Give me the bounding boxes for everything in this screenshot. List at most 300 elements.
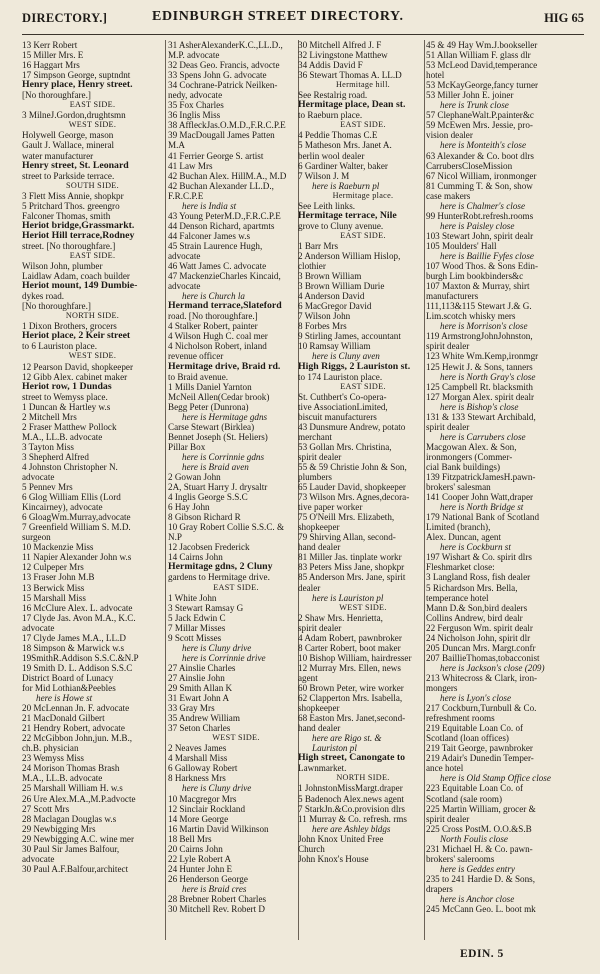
entry-line: 7 Greenfield William S. M.D. (22, 522, 131, 533)
entry-line: 107 Maxton & Murray, shirt (426, 281, 530, 292)
entry-line: 123 White Wm.Kemp,ironmgr (426, 351, 539, 362)
entry-line: 4 Adam Robert, pawnbroker (298, 632, 402, 643)
entry-line: 7 Millar Misses (168, 622, 226, 633)
entry-line: 223 Equitable Loan Co. of (426, 783, 524, 794)
entry-line: 131 & 133 Stewart Archibald, (426, 411, 536, 422)
entry-line: 18 Simpson & Marwick w.s (22, 642, 125, 653)
cross-reference: here is North Bridge st (440, 502, 524, 513)
entry-line: 5 Badenoch Alex.news agent (298, 793, 404, 804)
entry-line: 83 Peters Miss Jane, shopkpr (298, 562, 405, 573)
side-label: NORTH SIDE. (65, 311, 120, 321)
entry-line: 1 Dixon Brothers, grocers (22, 321, 117, 332)
entry-line: 79 Shirving Allan, second- (298, 532, 396, 543)
entry-line: 28 Brebner Robert Charles (168, 893, 267, 904)
entry-line: 30 Mitchell Alfred J. F (298, 40, 382, 50)
entry-line: Scotland (sale room) (426, 793, 503, 804)
entry-line: grove to Cluny avenue. (298, 220, 384, 231)
entry-line: 7 Wilson John (298, 311, 351, 322)
entry-line: 119 ArmstrongJohnJohnston, (426, 331, 533, 342)
entry-line: 81 Miller Jas. tinplate workr (298, 552, 402, 563)
entry-line: 73 Wilson Mrs. Agnes,decora- (298, 492, 410, 503)
entry-line: 45 & 49 Hay Wm.J.bookseller (426, 40, 538, 50)
entry-line: mongers (426, 683, 458, 693)
entry-line: spirit dealer (426, 813, 470, 824)
cross-reference: here is Howe st (36, 693, 93, 704)
entry-line: 205 Duncan Mrs. Margt.confr (426, 642, 536, 653)
entry-line: 4 Wilson Hugh C. coal mer (168, 331, 268, 342)
entry-line: street to Wemyss place. (22, 391, 108, 402)
entry-line: tive AssociationLimited, (298, 401, 388, 412)
entry-line: spirit dealer (426, 421, 470, 432)
entry-line: 7 StarkJn.&Co.provision dlrs (298, 803, 405, 814)
entry-line: cial Bank buildings) (426, 461, 501, 472)
entry-line: 29 Newbigging Mrs (22, 823, 96, 834)
side-label: EAST SIDE. (69, 250, 116, 260)
column-1 (22, 40, 163, 874)
entry-line: See Leith links. (298, 200, 356, 211)
cross-reference: here is Morrison's close (440, 321, 528, 332)
street-heading: Henry place, Henry street. (22, 80, 133, 91)
cross-reference: here is Paisley close (440, 220, 515, 231)
entry-line: 235 to 241 Hardie D. & Sons, (426, 873, 535, 884)
entry-line: 11 Napier Alexander John w.s (22, 552, 132, 563)
entry-line: 24 Morison Thomas Brash (22, 763, 120, 774)
entry-line: shopkeeper (298, 522, 340, 533)
entry-line: water manufacturer (22, 150, 94, 161)
cross-reference: here is Baillie Fyfes close (440, 250, 534, 261)
entry-line: vision dealer (426, 130, 473, 141)
entry-line: manufacturers (426, 291, 479, 302)
entry-line: CarrubersCloseMission (426, 160, 513, 171)
entry-line: hotel (426, 70, 445, 81)
street-heading: Hermitage terrace, Nile (298, 210, 397, 221)
entry-line: 51 Allan William F. glass dlr (426, 50, 531, 61)
entry-line: 41 Ferrier George S. artist (168, 150, 264, 161)
entry-line: 23 Wemyss Miss (22, 753, 84, 764)
entry-line: M.P. advocate (168, 50, 220, 61)
entry-line: hand dealer (298, 542, 341, 553)
entry-line: 36 Inglis Miss (168, 110, 221, 121)
side-label: WEST SIDE. (68, 120, 117, 130)
entry-line: 33 Gray Mrs (168, 703, 215, 714)
entry-line: 17 Simpson George, suptndnt (22, 70, 131, 81)
entry-line: merchant (298, 431, 332, 442)
header-section-label: DIRECTORY.] (22, 11, 108, 25)
entry-line: 26 Ure Alex.M.A.,M.P.advocte (22, 793, 136, 804)
entry-line: 12 Murray Mrs. Ellen, news (298, 662, 401, 673)
entry-line: 12 Sinclair Rockland (168, 803, 246, 814)
entry-line: 32 Livingstone Matthew (298, 50, 388, 61)
entry-line: 8 Harkness Mrs (168, 773, 226, 784)
entry-line: 3 Flett Miss Annie, shopkpr (22, 190, 124, 201)
entry-line: 34 Cochrane-Patrick Neilken- (168, 80, 278, 91)
entry-line: 125 Hewit J. & Sons, tanners (426, 361, 533, 372)
entry-line: 139 FitzpatrickJamesH.pawn- (426, 472, 536, 483)
entry-line: Falconer Thomas, smith (22, 210, 111, 221)
entry-line: 26 Henderson George (168, 873, 248, 884)
entry-line: 47 MackenzieCharles Kincaid, (168, 271, 281, 282)
side-label: EAST SIDE. (69, 100, 116, 110)
entry-line: 7 Wilson J. M (298, 170, 350, 181)
entry-line: 127 Morgan Alex. spirit dealr (426, 391, 535, 402)
entry-line: 6 GloagWm.Murray,advocate (22, 512, 131, 523)
entry-line: 5 Matheson Mrs. Janet A. (298, 140, 392, 151)
side-label: EAST SIDE. (213, 582, 259, 592)
side-label: WEST SIDE. (68, 351, 117, 361)
street-heading: Heriot bridge,Grassmarkt. (22, 220, 135, 231)
page-footer: EDIN. 5 (460, 948, 504, 960)
entry-line: advocate (22, 622, 55, 633)
entry-line: hand dealer (298, 723, 341, 734)
entry-line: 3 Langland Ross, fish dealer (426, 572, 531, 583)
entry-line: advocate (168, 250, 201, 261)
entry-line: 33 Spens John G. advocate (168, 70, 267, 81)
street-heading: Heriot Hill terrace,Rodney (22, 230, 135, 241)
entry-line: 217 Cockburn,Turnbull & Co. (426, 703, 537, 714)
entry-line: 44 Denson Richard, apartmts (168, 220, 275, 231)
entry-line: 27 Ainslie John (168, 672, 225, 683)
entry-line: 14 Cairns John (168, 552, 223, 563)
entry-line: Bennet Joseph (St. Heliers) (168, 431, 268, 442)
entry-line: 53 McLeod David,temperance (426, 60, 538, 71)
entry-line: 38 AffleckJas.O.M.D.,F.R.C.P.E (168, 120, 286, 131)
entry-line: F.R.C.P.E (168, 190, 204, 201)
entry-line: ironmongers (Commer- (426, 451, 513, 462)
entry-line: 15 Marshall Miss (22, 592, 86, 603)
entry-line: 29 Newbigging A.C. wine mer (22, 833, 135, 844)
entry-line: burgh Lim bookbinders&c (426, 271, 524, 282)
entry-line: 57 ClephaneWalt.P.painter&c (426, 110, 534, 121)
entry-line: spirit dealer (298, 451, 342, 462)
entry-line: 68 Easton Mrs. Janet,second- (298, 713, 406, 724)
entry-line: 36 Stewart Thomas A. LL.D (298, 70, 402, 81)
column-divider (165, 40, 166, 940)
entry-line: 19 Smith D. L. Addison S.S.C (22, 662, 133, 673)
entry-line: 37 Seton Charles (168, 723, 231, 734)
entry-line: John Knox's House (298, 853, 369, 864)
cross-reference: here is Geddes entry (440, 863, 515, 874)
entry-line: 75 O'Neill Mrs. Elizabeth, (298, 512, 395, 523)
cross-reference: here is Hermitage gdns (182, 411, 268, 422)
entry-line: 53 McKayGeorge,fancy turner (426, 80, 539, 91)
entry-line: nedy, advocate (168, 90, 223, 101)
entry-line: 141 Cooper John Watt,draper (426, 492, 534, 503)
entry-line: 13 Berwick Miss (22, 582, 85, 593)
cross-reference: Lauriston pl (312, 743, 357, 754)
entry-line: [No thoroughfare.] (22, 90, 91, 101)
street-heading: Heriot row, 1 Dundas (22, 381, 112, 392)
entry-line: [No thoroughfare.] (22, 301, 91, 312)
entry-line: John Knox United Free (298, 833, 384, 844)
entry-line: tive paper worker (298, 502, 363, 513)
entry-line: 8 Forbes Mrs (298, 321, 347, 332)
entry-line: 197 Wishart & Co. spirit dlrs (426, 552, 532, 563)
entry-line: 18 Bell Mrs (168, 833, 212, 844)
entry-line: shopkeeper (298, 703, 340, 714)
entry-line: 2A, Stuart Harry J. drysaltr (168, 482, 268, 493)
entry-line: 105 Moulders' Hall (426, 240, 497, 251)
entry-line: 103 Stewart John, spirit dealr (426, 230, 534, 241)
entry-line: to 6 Lauriston place. (22, 341, 98, 352)
entry-line: McNeil Allen(Cedar brook) (168, 391, 270, 402)
header-title: EDINBURGH STREET DIRECTORY. (152, 9, 404, 24)
entry-line: 111,113&115 Stewart J.& G. (426, 301, 532, 312)
entry-line: 53 Gollan Mrs. Christina, (298, 441, 392, 452)
entry-line: 231 Michael H. & Co. pawn- (426, 843, 533, 854)
entry-line: 6 Glog William Ellis (Lord (22, 492, 121, 503)
entry-line: road. [No thoroughfare.] (168, 311, 258, 322)
entry-line: 20 Cairns John (168, 843, 223, 854)
entry-line: 28 Maclagan Douglas w.s (22, 813, 117, 824)
entry-line: 29 Smith Allan K (168, 683, 233, 693)
header-page-ref: HIG 65 (544, 11, 584, 25)
entry-line: 21 Hendry Robert, advocate (22, 723, 125, 734)
entry-line: 99 HunterRobt.refresh.rooms (426, 210, 534, 221)
entry-line: 17 Clyde Jas. Avon M.A., K.C. (22, 612, 136, 623)
entry-line: Lim.scotch whisky mers (426, 311, 516, 322)
entry-line: 219 Equitable Loan Co. of (426, 723, 524, 734)
side-label: WEST SIDE. (339, 602, 387, 612)
entry-line: 16 McClure Alex. L. advocate (22, 602, 133, 613)
cross-reference: here are Rigo st. & (312, 733, 382, 744)
entry-line: to Raeburn place. (298, 110, 363, 121)
entry-line: 53 Miller John E. joiner (426, 90, 514, 101)
entry-line: 179 National Bank of Scotland (426, 512, 540, 523)
entry-line: 219 Tait George, pawnbroker (426, 743, 533, 754)
entry-line: spirit dealer (298, 622, 342, 633)
entry-line: 245 McCann Geo. L. boot mk (426, 904, 536, 915)
entry-line: M.A., LL.B. advocate (22, 431, 103, 442)
entry-line: 81 Cumming T. & Son, show (426, 180, 533, 191)
entry-line: surgeon (22, 532, 51, 543)
entry-line: Lawnmarket. (298, 763, 347, 774)
entry-line: 17 Clyde James M.A., LL.D (22, 632, 126, 643)
entry-line: 2 Fraser Matthew Pollock (22, 421, 117, 432)
cross-reference: here is Jackson's close (209) (440, 662, 545, 673)
entry-line: 2 Anderson William Hislop, (298, 250, 401, 261)
entry-line: 12 Culpeper Mrs (22, 562, 84, 573)
entry-line: 24 Nicholson John, spirit dlr (426, 632, 531, 643)
entry-line: Church (298, 843, 325, 854)
entry-line: 5 Pennev Mrs (22, 482, 73, 493)
entry-line: 4 Inglis George S.S.C (168, 492, 248, 503)
entry-line: dykes road. (22, 291, 65, 302)
entry-line: 65 Lauder David, shopkeeper (298, 482, 406, 493)
entry-line: 4 Johnston Christopher N. (22, 461, 118, 472)
side-label: WEST SIDE. (212, 733, 260, 743)
entry-line: 1 Duncan & Hartley w.s (22, 401, 111, 412)
page-header (22, 9, 584, 31)
entry-line: Carse Stewart (Birklea) (168, 421, 255, 432)
cross-reference: here is Bishop's close (440, 401, 519, 412)
entry-line: 6 MacGregor David (298, 301, 372, 312)
entry-line: 225 Martin William, grocer & (426, 803, 536, 814)
entry-line: biscuit manufacturers (298, 411, 377, 422)
cross-reference: here is Cluny aven (312, 351, 380, 362)
entry-line: 42 Buchan Alexander LL.D., (168, 180, 274, 191)
entry-line: 30 Paul A.F.Balfour,architect (22, 863, 129, 874)
entry-line: to 174 Lauriston place. (298, 371, 383, 382)
entry-line: 10 Gray Robert Collie S.S.C. & (168, 522, 285, 533)
cross-reference: here is Braid cres (182, 883, 247, 894)
entry-line: 22 McGibbon John,jun. M.B., (22, 733, 133, 744)
side-label: SOUTH SIDE. (66, 180, 119, 190)
entry-line: 12 Jacobsen Frederick (168, 542, 250, 553)
entry-line: 213 Whitecross & Clark, iron- (426, 672, 538, 683)
entry-line: District Board of Lunacy (22, 672, 114, 683)
entry-line: 35 Andrew William (168, 713, 240, 724)
entry-line: Pillar Box (168, 441, 206, 452)
cross-reference: here is Cluny drive (182, 783, 252, 794)
entry-line: 16 Martin David Wilkinson (168, 823, 269, 834)
entry-line: 45 Strain Laurence Hugh, (168, 240, 263, 251)
entry-line: 62 Clapperton Mrs. Isabella, (298, 693, 403, 704)
entry-line: Fleshmarket close: (426, 562, 495, 573)
entry-line: 2 Shaw Mrs. Henrietta, (298, 612, 383, 623)
entry-line: temperance hotel (426, 592, 489, 603)
cross-reference: here is Carrubers close (440, 431, 526, 442)
entry-line: revenue officer (168, 351, 224, 362)
entry-line: 8 Carter Robert, boot maker (298, 642, 401, 653)
entry-line: 32 Deas Geo. Francis, advocte (168, 60, 280, 71)
entry-line: 31 Ewart John A (168, 693, 230, 704)
entry-line: 27 Scott Mrs (22, 803, 70, 814)
entry-line: advocate (22, 853, 55, 864)
cross-reference: here is Cockburn st (440, 542, 511, 553)
column-3 (298, 40, 428, 864)
side-label: NORTH SIDE. (336, 773, 390, 783)
cross-reference: here is Corrinnie drive (182, 652, 266, 663)
street-heading: Heriot mount, 149 Dumbie- (22, 281, 138, 292)
column-2 (168, 40, 304, 914)
entry-line: 30 Paul Sir James Balfour, (22, 843, 120, 854)
entry-line: 22 Lyle Robert A (168, 853, 232, 864)
entry-line: 5 Jack Edwin C (168, 612, 226, 623)
cross-reference: here is India st (182, 200, 237, 211)
entry-line: 9 Scott Misses (168, 632, 222, 643)
entry-line: case makers (426, 190, 471, 201)
cross-reference: here is Raeburn pl (312, 180, 380, 191)
entry-line: 31 AsherAlexanderK.C.,LL.D., (168, 40, 283, 50)
entry-line: 13 Kerr Robert (22, 40, 78, 50)
cross-reference: here is Cluny drive (182, 642, 252, 653)
entry-line: 3 Brown William Durie (298, 281, 385, 292)
entry-line: Laidlaw Adam, coach builder (22, 271, 130, 282)
entry-line: refreshment rooms (426, 713, 495, 724)
cross-reference: here is Chalmer's close (440, 200, 525, 211)
cross-reference: here is Anchor close (440, 893, 515, 904)
entry-line: street to Parkside terrace. (22, 170, 115, 181)
entry-line: 2 Gowan John (168, 472, 221, 483)
side-label: EAST SIDE. (340, 381, 386, 391)
entry-line: 5 Pritchard Thos. greengro (22, 200, 120, 211)
entry-line: brokers' salerooms (426, 853, 495, 864)
cross-reference: here is Braid aven (182, 461, 249, 472)
entry-line: drapers (426, 883, 453, 894)
entry-line: clothier (298, 261, 326, 272)
cross-reference: here is Trunk close (440, 100, 509, 111)
entry-line: street. [No thoroughfare.] (22, 240, 116, 251)
entry-line: 15 Miller Mrs. E (22, 50, 84, 61)
entry-line: St. Cuthbert's Co-opera- (298, 391, 387, 402)
entry-line: 60 Brown Peter, wire worker (298, 683, 404, 693)
entry-line: advocate (168, 281, 201, 292)
entry-line: 4 Stalker Robert, painter (168, 321, 258, 332)
cross-reference: here is Old Stamp Office close (440, 773, 551, 784)
entry-line: 125 Campbell Rt. blacksmith (426, 381, 533, 392)
side-label: EAST SIDE. (340, 120, 386, 130)
entry-line: 10 Ramsay William (298, 341, 371, 352)
entry-line: M.A (168, 140, 185, 151)
street-heading: High street, Canongate to (298, 753, 406, 764)
entry-line: 42 Buchan Alex. HillM.A., M.D (168, 170, 287, 181)
entry-line: 6 Galloway Robert (168, 763, 238, 774)
entry-line: 27 Ainslie Charles (168, 662, 236, 673)
street-heading: Hermitage place, Dean st. (298, 100, 406, 111)
entry-line: 6 Hay John (168, 502, 210, 513)
entry-line: 13 Fraser John M.B (22, 572, 95, 583)
entry-line: 3 Stewart Ramsay G (168, 602, 244, 613)
entry-line: See Restalrig road. (298, 90, 368, 101)
entry-line: ch.B. physician (22, 743, 79, 754)
entry-line: 6 Gardiner Walter, baker (298, 160, 388, 171)
entry-line: Wilson John, plumber (22, 261, 103, 272)
entry-line: for Mid Lothian&Peebles (22, 683, 116, 693)
entry-line: 3 Brown William (298, 271, 362, 282)
entry-line: 63 Alexander & Co. boot dlrs (426, 150, 534, 161)
entry-line: 225 Cross PostM. O.O.&S.B (426, 823, 532, 834)
entry-line: 21 MacDonald Gilbert (22, 713, 105, 724)
entry-line: 59 McEwen Mrs. Jessie, pro- (426, 120, 533, 131)
entry-line: 4 Nicholson Robert, inland (168, 341, 267, 352)
entry-line: 34 Addis David F (298, 60, 363, 71)
entry-line: 2 Mitchell Mrs (22, 411, 77, 422)
entry-line: 44 Falconer James w.s (168, 230, 251, 241)
entry-line: 24 Hunter John E (168, 863, 233, 874)
cross-reference: here is North Gray's close (440, 371, 536, 382)
cross-reference: here is Lyon's close (440, 693, 512, 704)
side-label: Hermitage place. (332, 190, 394, 200)
entry-line: 219 Adair's Dunedin Temper- (426, 753, 534, 764)
entry-line: 4 Anderson David (298, 291, 365, 302)
entry-line: 10 Macgregor Mrs (168, 793, 237, 804)
entry-line: advocate (22, 472, 55, 483)
entry-line: 43 Young PeterM.D.,F.R.C.P.E (168, 210, 281, 221)
entry-line: 3 Tayton Miss (22, 441, 74, 452)
entry-line: 8 Gibson Richard R (168, 512, 241, 523)
entry-line: 14 More George (168, 813, 229, 824)
entry-line: 12 Gibb Alex. cabinet maker (22, 371, 128, 382)
entry-line: Begg Peter (Dunrona) (168, 401, 249, 412)
entry-line: 41 Law Mrs (168, 160, 213, 171)
entry-line: 3 MilneJ.Gordon,drughtsmn (22, 110, 126, 121)
street-heading: Henry street, St. Leonard (22, 160, 129, 171)
entry-line: ance hotel (426, 763, 464, 774)
entry-line: plumbers (298, 472, 332, 483)
entry-line: 207 BaillieThomas,tobacconist (426, 652, 540, 663)
column-4 (426, 40, 586, 914)
entry-line: 4 Marshall Miss (168, 753, 228, 764)
entry-line: 22 Ferguson Wm. spirit dealr (426, 622, 533, 633)
entry-line: 5 Richardson Mrs. Bella, (426, 582, 518, 593)
entry-line: 1 White John (168, 592, 217, 603)
entry-line: Collins Andrew, bird dealr (426, 612, 523, 623)
entry-line: 1 Barr Mrs (298, 240, 339, 251)
cross-reference: here is Monteith's close (440, 140, 527, 151)
entry-line: 39 MacDougall James Patten (168, 130, 275, 141)
entry-line: 67 Nicol William, ironmonger (426, 170, 537, 181)
entry-line: spirit dealer (426, 341, 470, 352)
